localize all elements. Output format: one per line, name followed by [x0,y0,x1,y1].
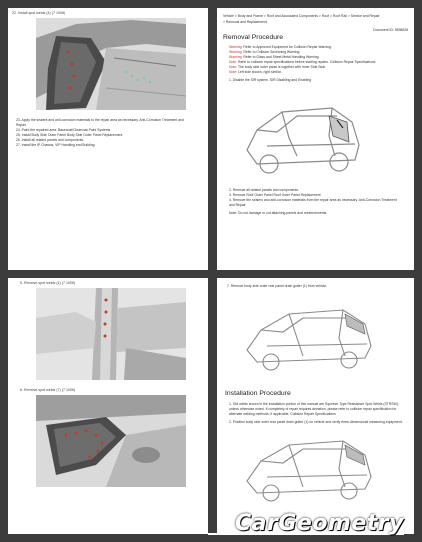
warning-item: Warning: Refer to Collision Sectioning Warning. [229,50,301,54]
vehicle-frame-figure-2 [239,433,379,503]
list-item: 2. Remove all related panels and components. [229,188,299,192]
vehicle-body-figure [237,90,367,180]
note-item: Note: Left side shown, right similar. [229,70,282,74]
vehicle-body-illustration [237,90,367,180]
list-item: 2. Position body side outer rear panel drain gutter (1) on vehicle and verify three-dimensional measuring equipment. [229,420,403,424]
document-id: Document ID: 5898628 [373,28,408,32]
vehicle-frame-figure [239,300,379,372]
page-3 [8,278,208,534]
section-heading: Installation Procedure [225,390,291,397]
vehicle-frame-illustration [239,300,379,372]
note-item: Note: Do not damage or cut attaching panels and reinforcements. [229,211,328,215]
page-1 [8,8,208,270]
rear-panel-weld-figure [36,18,186,110]
list-item: 7. Remove body side outer rear panel drain gutter (1) from vehicle. [227,284,328,288]
figure-caption: 5. Remove spot welds (4) (7 1006) [20,281,76,285]
interior-weld-illustration [36,395,186,487]
list-item: 4. Remove the sealers and anti-corrosion materials from the repair area as necessary. Anti-Corrosion Treatment [229,198,397,202]
list-item: 26. Install all related panels and components. [16,138,85,142]
pillar-weld-illustration [36,288,186,380]
list-item: 1. GM welds shown in the installation portion of this manual are Squeeze Type Resistance Spot Welds (STRSW), [229,402,399,406]
list-item: 1. Disable the SIR system. SIR Disabling and Enabling [229,78,312,82]
page-2 [217,8,414,270]
list-item: alternate welding methods, if applicable. Collision Repair Specifications [229,412,336,416]
page-4 [217,278,414,534]
rear-panel-weld-illustration [36,18,186,110]
list-item: 27. Install the IP Chassis, VIP Handling and Building. [16,143,96,147]
watermark-logo: CarGeometry [235,511,404,536]
warning-item: Warning: Refer to Approved Equipment for Collision Repair Warning. [229,45,332,49]
interior-weld-figure [36,395,186,487]
note-item: Note: The body side outer panel is together with Inner Side Stub. [229,65,327,69]
list-item: 3. Remove Roof Outer Panel Roof Outer Panel Replacement [229,193,321,197]
list-item: 23. Apply the sealers and anti-corrosion materials to the repair area as necessary. Anti-Corrosion Treatment and [16,118,184,122]
breadcrumb: Vehicle > Body and Frame > Roof and Associated Components > Roof > Roof Rail > Service and Repair [223,14,380,18]
warning-item: Warning: Refer to Glass and Sheet Metal Handling Warning. [229,55,320,59]
list-item: unless otherwise noted. If completely of repair requires deviation, please refer to collision repair specification for [229,407,397,411]
list-item: Repair [16,123,26,127]
figure-caption: 22. Install spot welds (4) (7 1006) [12,11,66,15]
pillar-weld-figure [36,288,186,380]
list-item: 24. Paint the repaired area. Basecoat/Clearcoat Paint Systems [16,128,111,132]
note-item: Note: Refer to collision repair specifications before starting repairs. Collision Repair Specifications [229,60,376,64]
breadcrumb-continued: > Removal and Replacement [223,20,267,24]
vehicle-frame-illustration-2 [239,433,379,503]
section-heading: Removal Procedure [223,34,284,41]
list-item: 25. Install Body Side Outer Panel Body Side Outer Panel Replacement [16,133,123,137]
list-item: and Repair [229,203,246,207]
figure-caption: 6. Remove spot welds (7) (7 1006) [20,388,76,392]
